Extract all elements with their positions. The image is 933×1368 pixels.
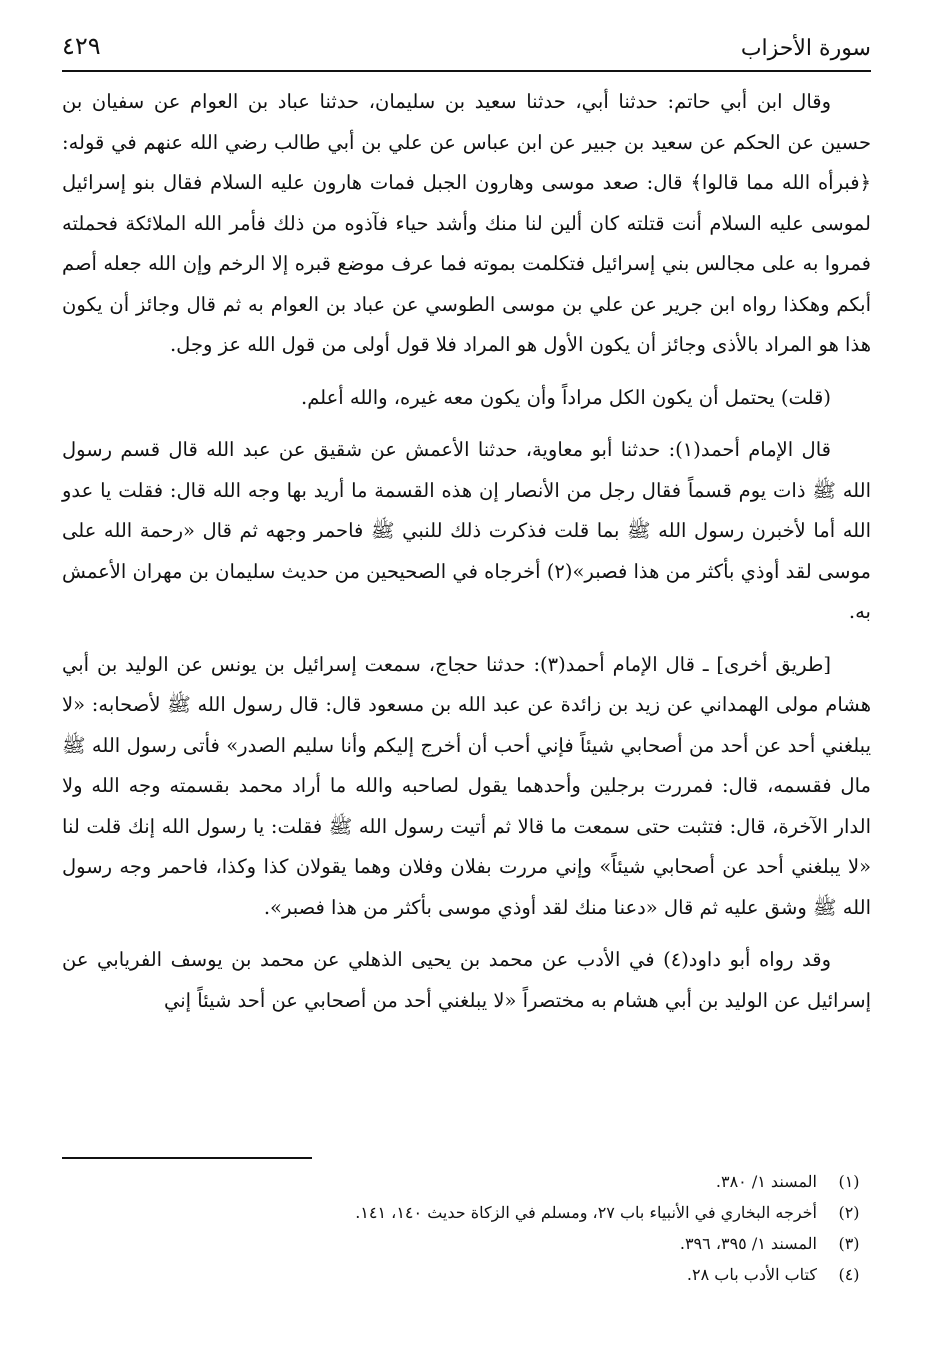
footnote-text: المسند ١/ ٣٨٠.: [715, 1172, 817, 1191]
footnote: [62, 1228, 871, 1259]
surah-title: سورة الأحزاب: [740, 36, 871, 61]
footnote-number: (٤): [838, 1265, 860, 1284]
paragraph-ibn-abi-hatim: وقال ابن أبي حاتم: حدثنا أبي، حدثنا سعيد بن سليمان، حدثنا عباد بن العوام عن سفيان بن حسين عن الحكم عن سعيد بن جبير عن ابن عباس عن علي بن أبي طالب رضي الله عنهم في قوله: ﴿فبرأه الله مما قالوا﴾ قال: صعد موسى وهارون الجبل فمات هارون عليه السلام فقال بنو إسرائيل لموسى عليه السلام أنت قتلته كان ألين لنا منك وأشد حياء فآذوه من ذلك فأمر الله الملائكة فحملته فمروا به على مجالس بني إسرائيل فتكلمت بموته فما عرف موضع قبره إلا الرخم وإن الله جعله أصم أبكم وهكذا رواه ابن جرير عن علي بن موسى الطوسي عن عباد بن العوام به ثم قال وجائز أن يكون هذا هو المراد بالأذى وجائز أن يكون الأول هو المراد فلا قول أولى من قول الله عز وجل.: [62, 90, 871, 356]
footnote-text: كتاب الأدب باب ٢٨.: [686, 1265, 817, 1284]
footnote-text: المسند ١/ ٣٩٥، ٣٩٦.: [679, 1234, 817, 1253]
paragraph-qultu: (قلت) يحتمل أن يكون الكل مراداً وأن يكون معه غيره، والله أعلم.: [301, 385, 831, 409]
paragraph-imam-ahmad: قال الإمام أحمد(١): حدثنا أبو معاوية، حدثنا الأعمش عن شقيق عن عبد الله قال قسم رسول الله ﷺ ذات يوم قسماً فقال رجل من الأنصار إن هذه القسمة ما أريد بها وجه الله قال: فقلت يا عدو الله أما لأخبرن رسول الله ﷺ بما قلت فذكرت ذلك للنبي ﷺ فاحمر وجهه ثم قال «رحمة الله على موسى لقد أوذي بأكثر من هذا فصبر»(٢) أخرجاه في الصحيحين من حديث سليمان بن مهران الأعمش به.: [62, 438, 871, 623]
footnote: [62, 1197, 871, 1228]
footnote: [62, 1259, 871, 1290]
paragraph-tariq-ukhra: [طريق أخرى] ـ قال الإمام أحمد(٣): حدثنا حجاج، سمعت إسرائيل بن يونس عن الوليد بن أبي هشام مولى الهمداني عن زيد بن زائدة عن عبد الله بن مسعود قال: قال رسول الله ﷺ لأصحابه: «لا يبلغني أحد عن أحد من أصحابي شيئاً فإني أحب أن أخرج إليكم وأنا سليم الصدر» فأتى رسول الله ﷺ مال فقسمه، قال: فمررت برجلين وأحدهما يقول لصاحبه والله ما أراد محمد بقسمته وجه الله ولا الدار الآخرة، قال: فتثبت حتى سمعت ما قالا ثم أتيت رسول الله ﷺ فقلت: يا رسول الله إنك قلت لنا «لا يبلغني أحد عن أصحابي شيئاً» وإني مررت بفلان وفلان وهما يقولان كذا وكذا، فاحمر وجه رسول الله ﷺ وشق عليه ثم قال «دعنا منك لقد أوذي موسى بأكثر من هذا فصبر».: [62, 652, 871, 919]
header-rule: [62, 70, 871, 72]
body-text: [62, 82, 871, 1033]
page-header: [62, 30, 871, 72]
footnote: [62, 1166, 871, 1197]
footnote-number: (١): [838, 1172, 860, 1191]
paragraph-abu-dawud: وقد رواه أبو داود(٤) في الأدب عن محمد بن يحيى الذهلي عن محمد بن يوسف الفريابي عن إسرائيل عن الوليد بن أبي هشام به مختصراً «لا يبلغني أحد من أصحابي عن أحد شيئاً إني: [62, 948, 871, 1012]
footnote-number: (٣): [838, 1234, 860, 1253]
page-number: ٤٢٩: [62, 32, 101, 60]
footnote-text: أخرجه البخاري في الأنبياء باب ٢٧، ومسلم في الزكاة حديث ١٤٠، ١٤١.: [355, 1203, 817, 1222]
footnotes: [62, 1166, 871, 1290]
footnote-number: (٢): [838, 1203, 860, 1222]
footnote-rule: [62, 1157, 312, 1159]
